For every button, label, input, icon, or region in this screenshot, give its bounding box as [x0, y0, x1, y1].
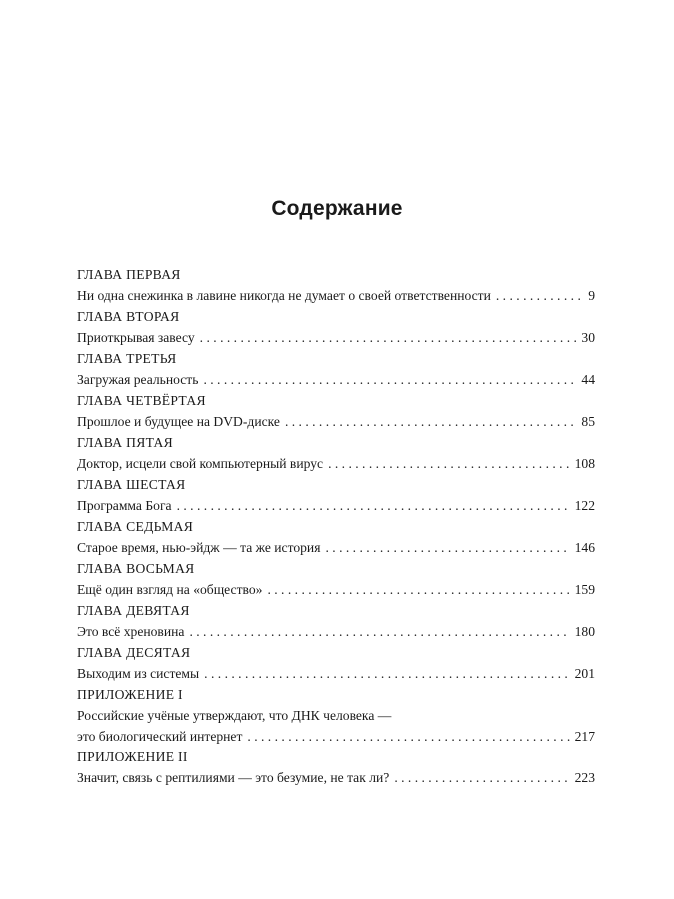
appendix-line	[77, 767, 595, 788]
dot-leader	[285, 411, 576, 432]
chapter-label: ГЛАВА ПЕРВАЯ	[77, 267, 181, 282]
chapter-title: Загружая реальность	[77, 372, 199, 387]
chapter-line	[77, 327, 595, 348]
chapter-line	[77, 411, 595, 432]
appendix-label: ПРИЛОЖЕНИЕ II	[77, 749, 188, 764]
chapter-line	[77, 495, 595, 516]
chapter-label: ГЛАВА ВОСЬМАЯ	[77, 561, 195, 576]
chapter-label: ГЛАВА СЕДЬМАЯ	[77, 519, 194, 534]
toc-entry-10	[77, 642, 595, 684]
dot-leader	[394, 767, 569, 788]
dot-leader	[204, 663, 569, 684]
chapter-line	[77, 369, 595, 390]
chapter-title: Программа Бога	[77, 498, 172, 513]
appendix-title: Значит, связь с рептилиями — это безумие, не так ли?	[77, 770, 390, 785]
chapter-label: ГЛАВА ШЕСТАЯ	[77, 477, 186, 492]
chapter-title: Доктор, исцели свой компьютерный вирус	[77, 456, 324, 471]
toc-entry-6	[77, 474, 595, 516]
toc-entry-8	[77, 558, 595, 600]
toc-entry-9	[77, 600, 595, 642]
chapter-label: ГЛАВА ПЯТАЯ	[77, 435, 173, 450]
page-title: Содержание	[271, 197, 403, 220]
toc-entry-3	[77, 348, 595, 390]
toc-entry-appendix-2	[77, 746, 595, 788]
toc-entry-5	[77, 432, 595, 474]
dot-leader	[177, 495, 570, 516]
toc-entry-1	[77, 264, 595, 306]
page-number: 146	[574, 540, 595, 555]
toc-entry-4	[77, 390, 595, 432]
chapter-label: ГЛАВА ДЕСЯТАЯ	[77, 645, 191, 660]
chapter-title: Выходим из системы	[77, 666, 200, 681]
chapter-title: Это всё хреновина	[77, 624, 185, 639]
chapter-label: ГЛАВА ТРЕТЬЯ	[77, 351, 177, 366]
chapter-line	[77, 285, 595, 306]
page-number: 9	[588, 288, 595, 303]
dot-leader	[328, 453, 570, 474]
dot-leader	[267, 579, 569, 600]
chapter-title: Ещё один взгляд на «общество»	[77, 582, 263, 597]
chapter-title: Прошлое и будущее на DVD-диске	[77, 414, 280, 429]
chapter-title: Приоткрывая завесу	[77, 330, 195, 345]
chapter-label: ГЛАВА ВТОРАЯ	[77, 309, 180, 324]
chapter-line	[77, 621, 595, 642]
page-number: 159	[574, 582, 595, 597]
dot-leader	[496, 285, 583, 306]
chapter-label: ГЛАВА ДЕВЯТАЯ	[77, 603, 190, 618]
page-number: 180	[574, 624, 595, 639]
chapter-line	[77, 579, 595, 600]
page-number: 85	[581, 414, 595, 429]
toc-entry-7	[77, 516, 595, 558]
appendix-line	[77, 726, 595, 747]
page-number: 201	[574, 666, 595, 681]
dot-leader	[325, 537, 569, 558]
appendix-label: ПРИЛОЖЕНИЕ I	[77, 687, 183, 702]
chapter-line	[77, 537, 595, 558]
toc-entry-appendix-1	[77, 684, 595, 746]
dot-leader	[203, 369, 576, 390]
toc-entry-2	[77, 306, 595, 348]
page-number: 223	[574, 770, 595, 785]
page-number: 217	[574, 729, 595, 744]
page-number: 30	[581, 330, 595, 345]
page-number: 122	[574, 498, 595, 513]
table-of-contents	[77, 264, 595, 788]
page-number: 108	[574, 456, 595, 471]
dot-leader	[189, 621, 569, 642]
chapter-line	[77, 453, 595, 474]
dot-leader	[247, 726, 569, 747]
chapter-label: ГЛАВА ЧЕТВЁРТАЯ	[77, 393, 206, 408]
dot-leader	[200, 327, 577, 348]
page-number: 44	[581, 372, 595, 387]
appendix-title: это биологический интернет	[77, 729, 243, 744]
chapter-title: Ни одна снежинка в лавине никогда не думает о своей ответственности	[77, 288, 491, 303]
appendix-title-line-1: Российские учёные утверждают, что ДНК человека —	[77, 708, 392, 723]
chapter-line	[77, 663, 595, 684]
chapter-title: Старое время, нью-эйдж — та же история	[77, 540, 321, 555]
